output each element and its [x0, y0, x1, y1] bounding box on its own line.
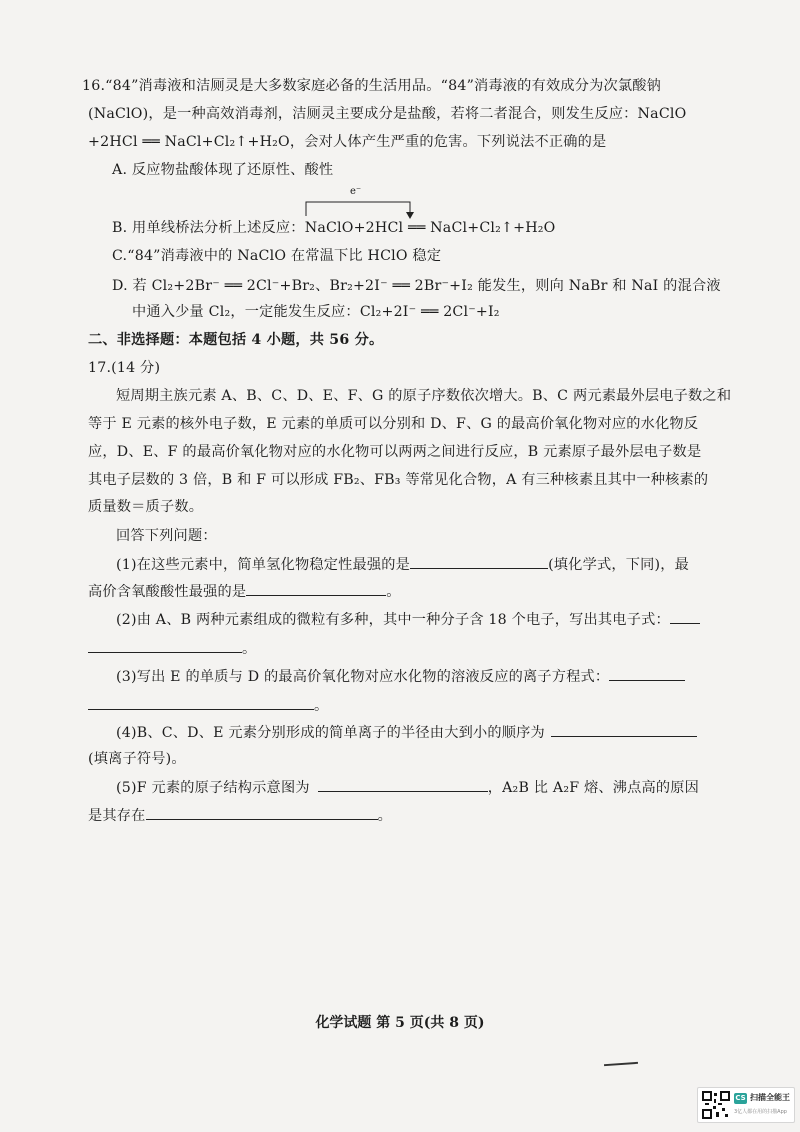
qr-code-icon — [702, 1091, 730, 1119]
q17-sub-1-text-b: (填化学式，下同)，最 — [548, 557, 690, 573]
q17-para-line-4: 其电子层数的 3 倍，B 和 F 可以形成 FB₂、FB₃ 等常见化合物，A 有三种核素且其中一种核素的 — [88, 472, 709, 488]
q17-sub-2-period: 。 — [242, 641, 257, 657]
section-2-heading: 二、非选择题：本题包括 4 小题，共 56 分。 — [88, 332, 384, 348]
q17-sub-1-text-c: 高价含氧酸酸性最强的是 — [88, 584, 247, 600]
q17-sub-5-line-1 — [116, 777, 699, 798]
q17-sub-2-line-1 — [116, 609, 700, 630]
answer-blank-5a[interactable] — [318, 777, 488, 792]
answer-blank-1b[interactable] — [246, 581, 386, 596]
q17-sub-4-line-1 — [116, 722, 697, 743]
q16-option-d-line-2: 中通入少量 Cl₂，一定能发生反应：Cl₂+2I⁻ ══ 2Cl⁻+I₂ — [132, 304, 500, 320]
pen-mark — [604, 1062, 638, 1066]
answer-blank-3a[interactable] — [609, 666, 685, 681]
q17-heading: 17.(14 分) — [88, 360, 161, 376]
q17-sub-3-text: (3)写出 E 的单质与 D 的最高价氧化物对应水化物的溶液反应的离子方程式： — [116, 669, 610, 685]
q17-sub-3-line-2 — [88, 695, 328, 716]
q16-line-3: +2HCl ══ NaCl+Cl₂↑+H₂O，会对人体产生严重的危害。下列说法不正确的是 — [88, 134, 607, 150]
answer-blank-4[interactable] — [551, 722, 697, 737]
answer-blank-5b[interactable] — [146, 805, 378, 820]
q17-sub-1-line-1 — [116, 554, 689, 575]
q17-sub-3-line-1 — [116, 666, 685, 687]
answer-blank-2b[interactable] — [88, 638, 242, 653]
q17-prompt: 回答下列问题： — [116, 528, 217, 544]
q16-option-a: A. 反应物盐酸体现了还原性、酸性 — [112, 162, 334, 178]
q17-sub-2-text: (2)由 A、B 两种元素组成的微粒有多种，其中一种分子含 18 个电子，写出其电子式： — [116, 612, 670, 628]
q17-sub-4-line-2: (填离子符号)。 — [88, 751, 186, 767]
q17-para-line-1: 短周期主族元素 A、B、C、D、E、F、G 的原子序数依次增大。B、C 两元素最外层电子数之和 — [116, 388, 732, 404]
scanner-subtitle: 3亿人都在用的扫描App — [734, 1109, 787, 1115]
q16-line-2: (NaClO)，是一种高效消毒剂，洁厕灵主要成分是盐酸，若将二者混合，则发生反应：NaClO — [88, 106, 687, 122]
q17-sub-1-period: 。 — [386, 584, 401, 600]
q16-option-b-equation: NaClO+2HCl ══ NaCl+Cl₂↑+H₂O — [304, 220, 556, 236]
q16-option-b — [112, 218, 555, 238]
q17-para-line-5: 质量数＝质子数。 — [88, 499, 204, 515]
q17-sub-1-line-2 — [88, 581, 401, 602]
q17-sub-5-period: 。 — [377, 808, 392, 824]
q17-sub-2-line-2 — [88, 638, 256, 659]
q17-sub-5-text-c: 是其存在 — [88, 808, 146, 824]
q17-sub-5-text-b: ，A₂B 比 A₂F 熔、沸点高的原因 — [487, 780, 700, 796]
q16-option-c: C.“84”消毒液中的 NaClO 在常温下比 HClO 稳定 — [112, 248, 442, 264]
answer-blank-3b[interactable] — [88, 695, 314, 710]
q17-sub-5-text-a: (5)F 元素的原子结构示意图为 — [116, 780, 310, 796]
page-footer: 化学试题 第 5 页(共 8 页) — [315, 1015, 485, 1031]
q16-line-1: 16.“84”消毒液和洁厕灵是大多数家庭必备的生活用品。“84”消毒液的有效成分为次氯酸钠 — [82, 78, 662, 94]
q16-option-d-line-1: D. 若 Cl₂+2Br⁻ ══ 2Cl⁻+Br₂、Br₂+2I⁻ ══ 2Br⁻+I₂ 能发生，则向 NaBr 和 NaI 的混合液 — [112, 278, 721, 294]
q17-sub-1-text-a: (1)在这些元素中，简单氢化物稳定性最强的是 — [116, 557, 411, 573]
electron-label: e⁻ — [350, 186, 362, 197]
scanner-title: 扫描全能王 — [750, 1093, 790, 1102]
q17-sub-4-text: (4)B、C、D、E 元素分别形成的简单离子的半径由大到小的顺序为 — [116, 725, 545, 741]
q17-sub-5-line-2 — [88, 805, 392, 826]
q17-para-line-3: 应，D、E、F 的最高价氧化物对应的水化物可以两两之间进行反应，B 元素原子最外层电子数是 — [88, 444, 702, 460]
q17-para-line-2: 等于 E 元素的核外电子数，E 元素的单质可以分别和 D、F、G 的最高价氧化物对应的水化物反 — [88, 416, 699, 432]
answer-blank-1a[interactable] — [410, 554, 548, 569]
q17-sub-3-period: 。 — [314, 698, 329, 714]
answer-blank-2a[interactable] — [670, 609, 700, 624]
scanner-watermark — [697, 1087, 795, 1123]
camscanner-logo: CS — [735, 1094, 746, 1102]
q16-option-b-prefix: B. 用单线桥法分析上述反应： — [112, 220, 305, 236]
